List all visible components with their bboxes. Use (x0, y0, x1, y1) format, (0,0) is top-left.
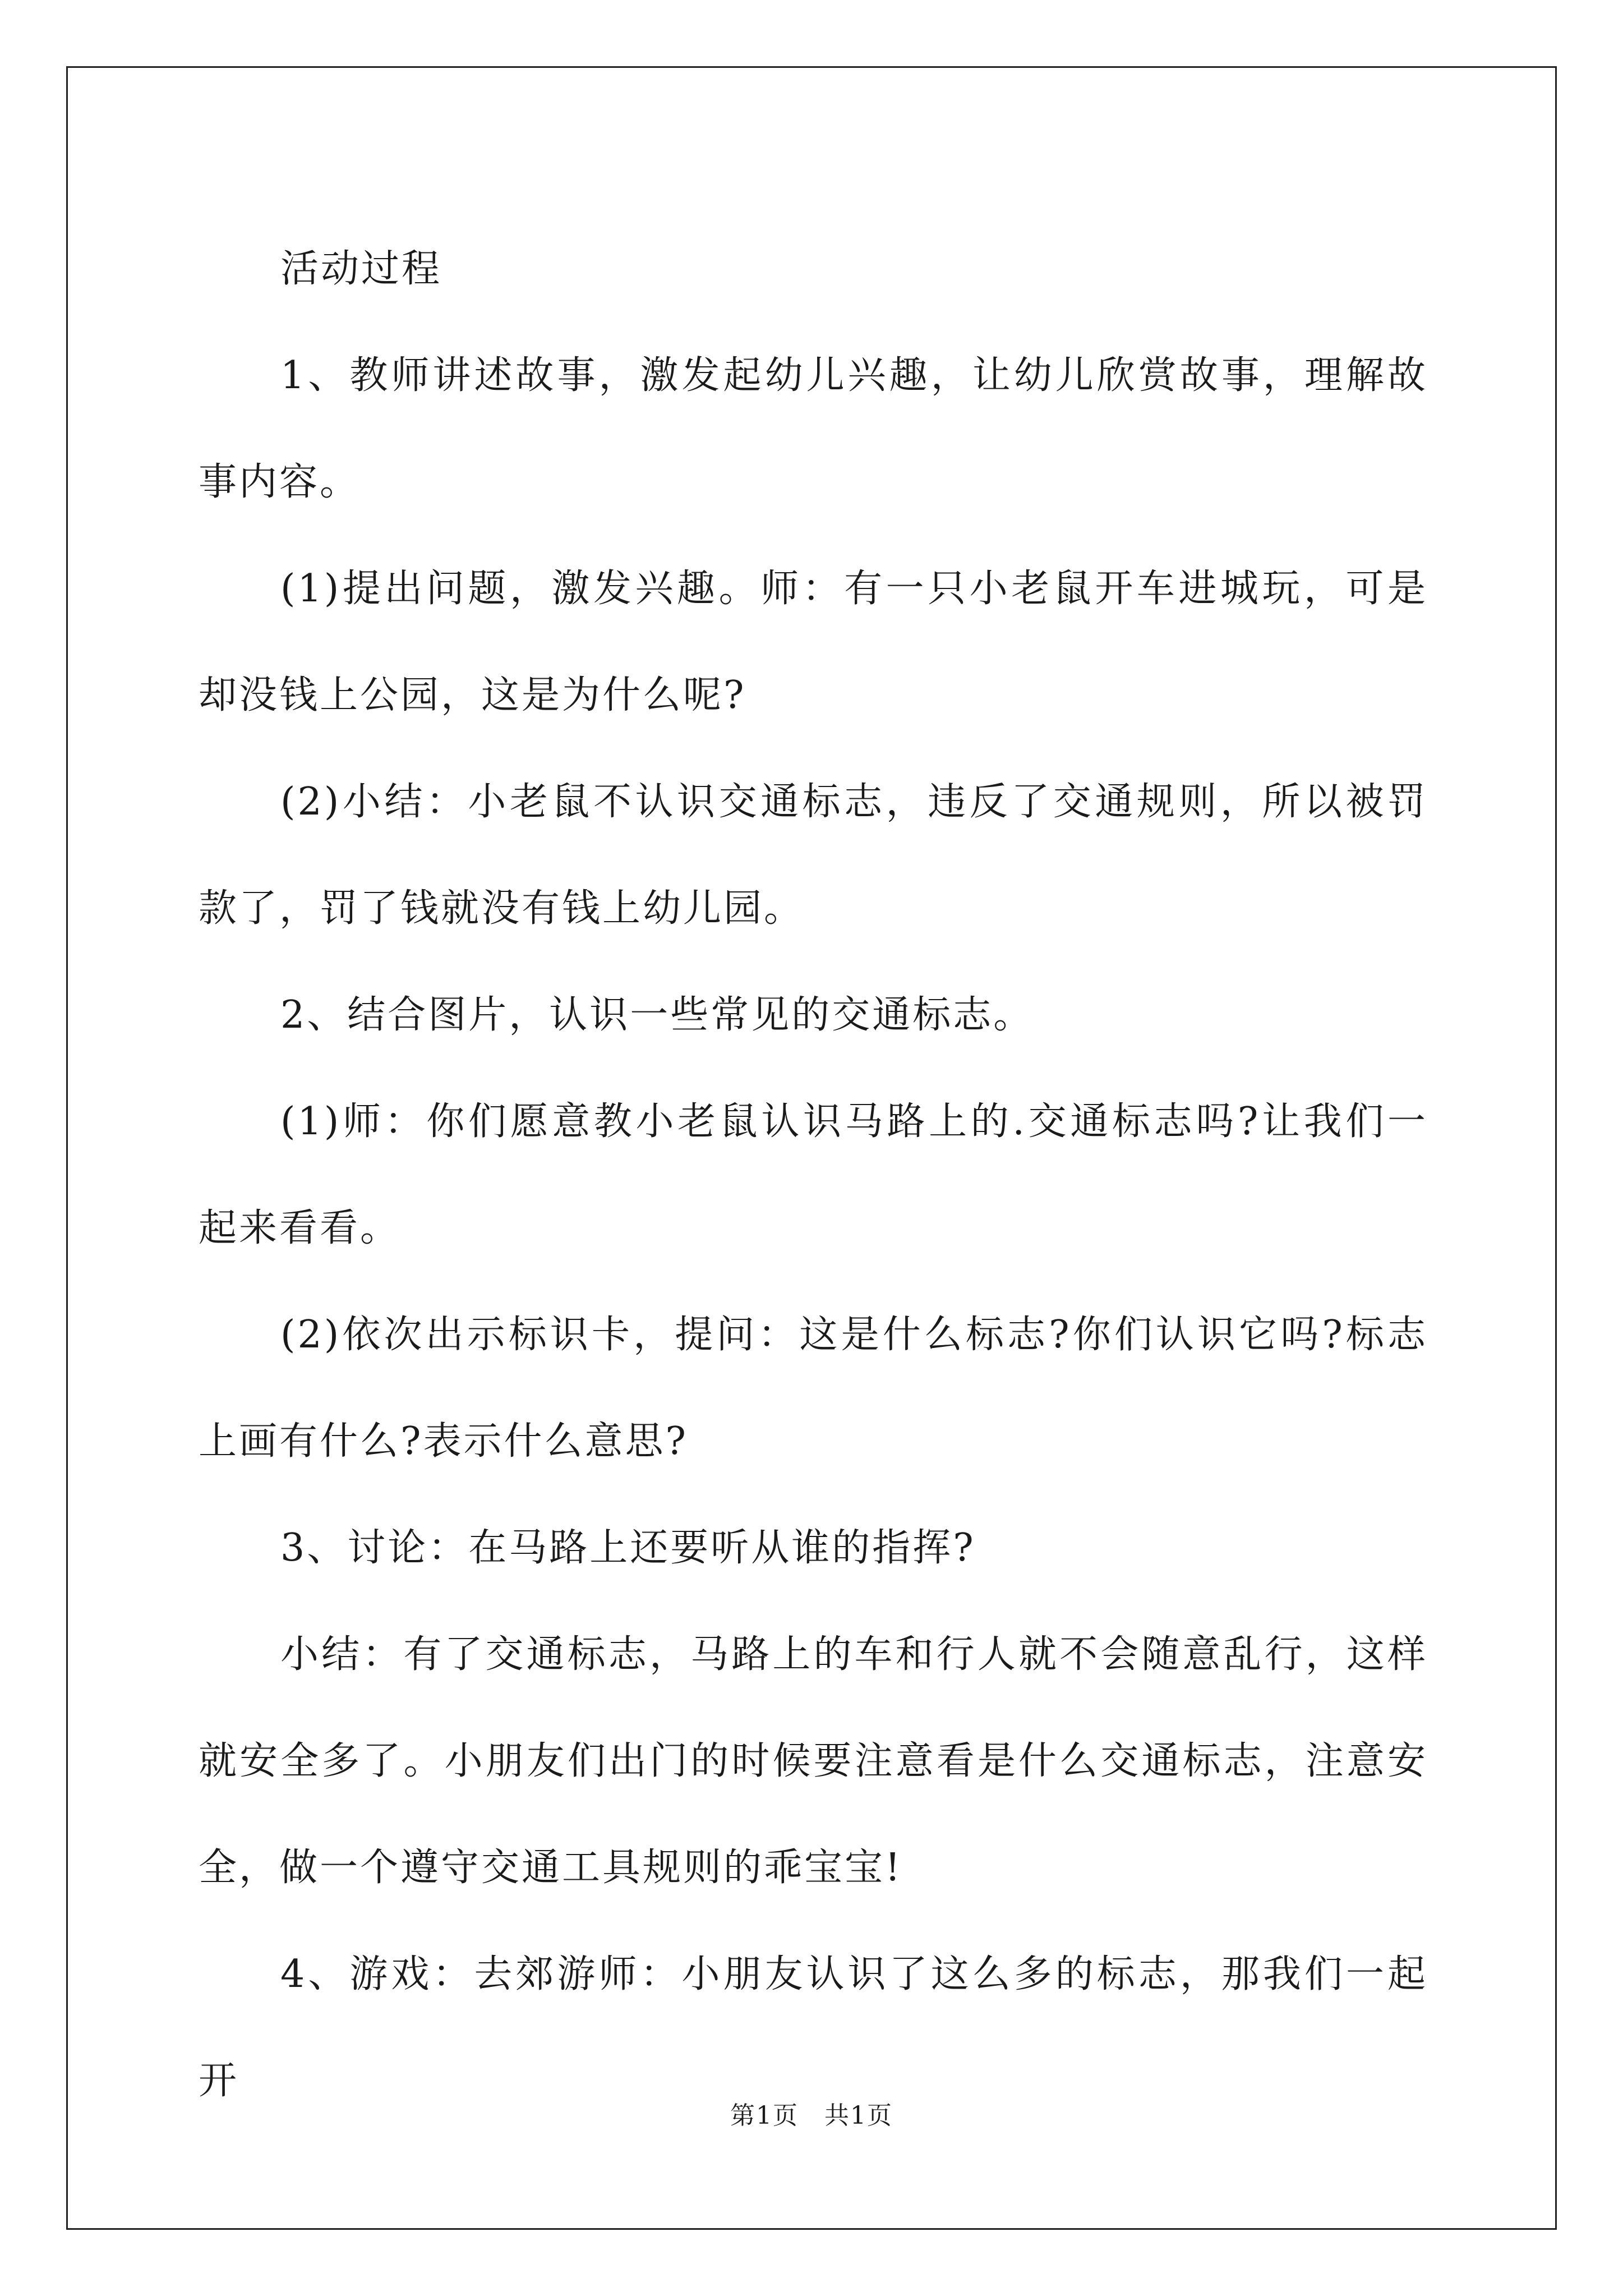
paragraph: 4、游戏：去郊游师：小朋友认识了这么多的标志，那我们一起开 (199, 1952, 1428, 2103)
paragraph: (1)师：你们愿意教小老鼠认识马路上的.交通标志吗?让我们一起来看看。 (199, 1099, 1428, 1250)
paragraph-heading: 活动过程 (280, 247, 442, 291)
paragraph: (2)依次出示标识卡，提问：这是什么标志?你们认识它吗?标志上画有什么?表示什么意思? (199, 1313, 1428, 1464)
paragraph: 小结：有了交通标志，马路上的车和行人就不会随意乱行，这样就安全多了。小朋友们出门的时候要注意看是什么交通标志，注意安全，做一个遵守交通工具规则的乖宝宝! (199, 1632, 1428, 1890)
paragraph: 2、结合图片，认识一些常见的交通标志。 (280, 993, 1034, 1037)
paragraph: (2)小结：小老鼠不认识交通标志，违反了交通规则，所以被罚款了，罚了钱就没有钱上幼儿园。 (199, 780, 1428, 931)
page-number-footer: 第1页 共1页 (730, 2101, 893, 2130)
paragraph: 3、讨论：在马路上还要听从谁的指挥? (280, 1526, 976, 1570)
paragraph: (1)提出问题，激发兴趣。师：有一只小老鼠开车进城玩，可是却没钱上公园，这是为什么呢? (199, 567, 1428, 717)
document-body (199, 216, 1428, 2134)
paragraph: 1、教师讲述故事，激发起幼儿兴趣，让幼儿欣赏故事，理解故事内容。 (199, 353, 1428, 504)
